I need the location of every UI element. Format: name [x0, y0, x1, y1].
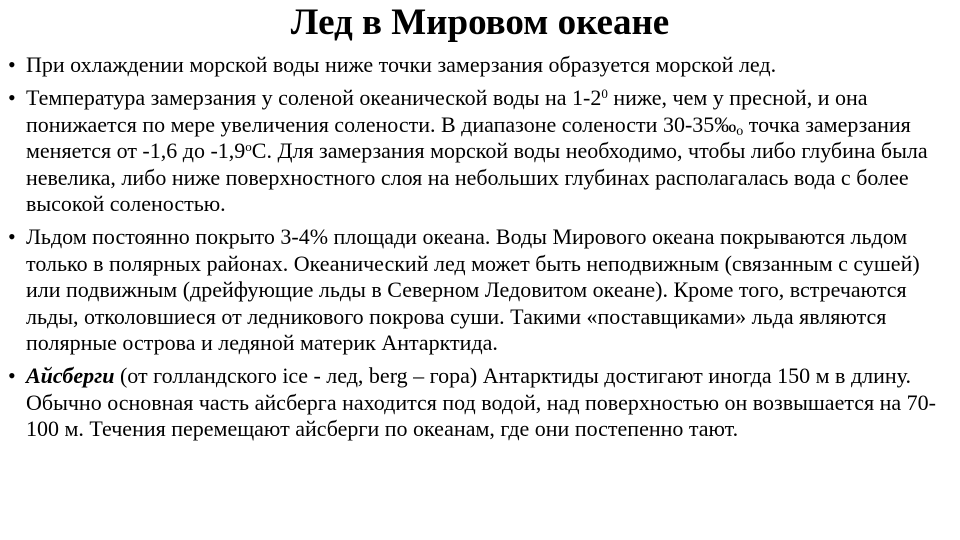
permille-subscript: o	[736, 123, 744, 139]
bullet-text-part: ниже, чем у пресной, и она понижается по мере увеличения солености. В диапазоне солености 30-35‰	[26, 85, 868, 137]
bullet-text-part: С. Для замерзания морской воды необходимо, чтобы либо глубина была невелика, либо ниже поверхностного слоя на небольших глубинах располагалась вода с более высокой соленостью.	[26, 138, 928, 217]
bullet-text: При охлаждении морской воды ниже точки замерзания образуется морской лед.	[26, 52, 777, 77]
degree-superscript: 0	[601, 86, 608, 102]
bullet-text-part: (от голландского ice - лед, berg – гора) Антарктиды достигают иногда 150 м в длину. Обычно основная часть айсберга находится под водой, над поверхностью он возвышается на 70-100 м. Течения перемещают айсберги по океанам, где они постепенно тают.	[26, 363, 936, 442]
bullet-text-part: Температура замерзания у соленой океанической воды на 1-2	[26, 85, 602, 111]
slide-title: Лед в Мировом океане	[290, 2, 670, 43]
bullet-item-icebergs	[8, 363, 956, 442]
degree-superscript: o	[245, 139, 252, 155]
bullet-text: Льдом постоянно покрыто 3-4% площади океана. Воды Мирового океана покрываются льдом только в полярных районах. Океанический лед может быть неподвижным (связанным с сушей) или подвижным (дрейфующие льды в Северном Ледовитом океане). Кроме того, встречаются льды, отколовшиеся от ледникового покрова суши. Такими «поставщиками» льда являются полярные острова и ледяной материк Антарктида.	[26, 224, 920, 356]
term-icebergs: Айсберги	[26, 363, 115, 389]
bullet-item-sea-ice-formation	[8, 52, 956, 78]
bullet-item-freezing-temperature	[8, 85, 956, 217]
bullet-item-ice-coverage	[8, 224, 956, 356]
bullet-text-part: точка замерзания меняется от -1,6 до -1,9	[26, 111, 911, 164]
bullet-list	[8, 52, 956, 450]
